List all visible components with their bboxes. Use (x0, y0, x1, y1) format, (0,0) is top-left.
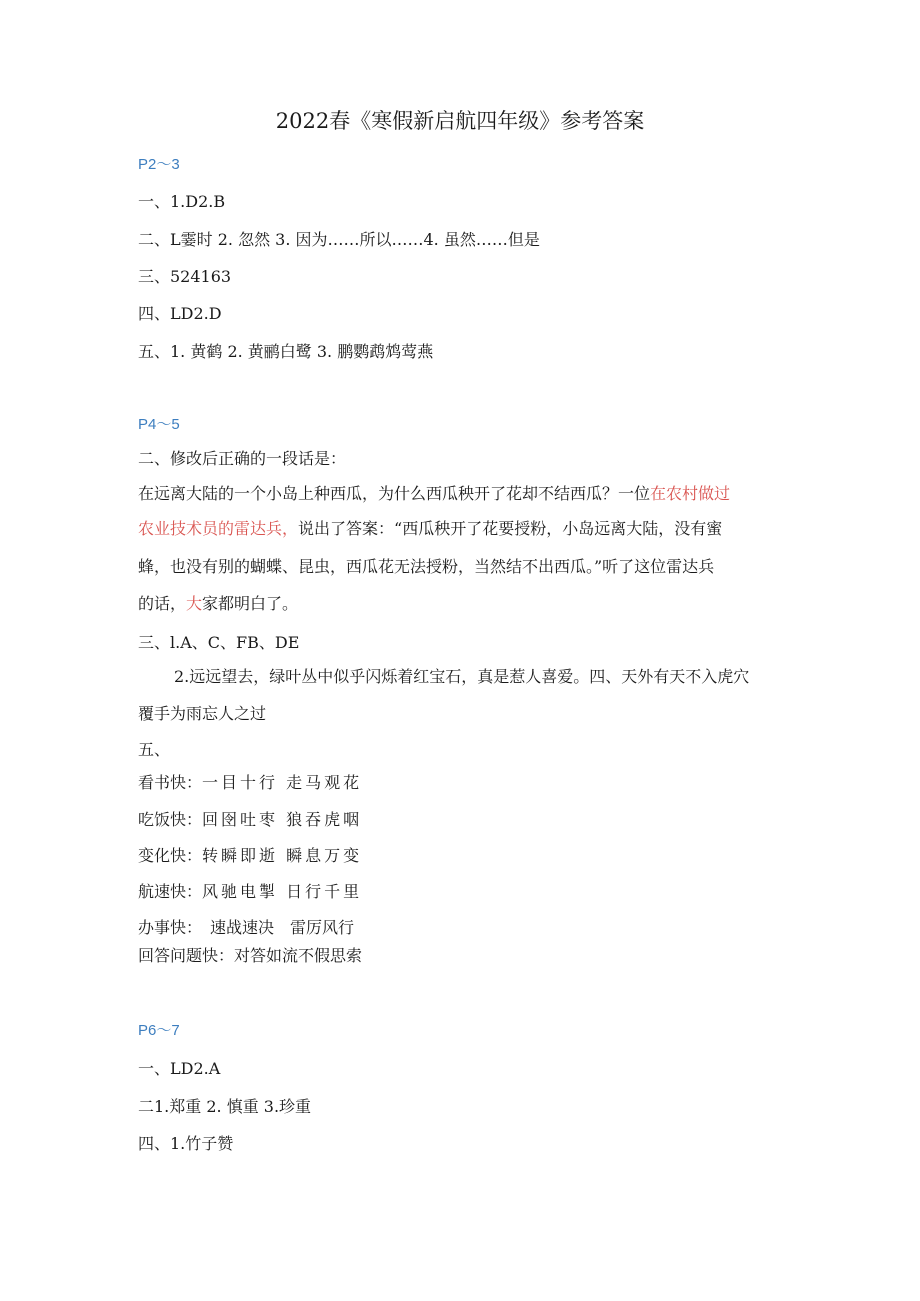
answer-line: 四、LD2.D (138, 304, 222, 323)
paragraph-line (138, 483, 730, 505)
idiom-row (138, 845, 362, 867)
paragraph-text: 的话， (138, 594, 187, 613)
answer-line: 四、1.竹子赞 (138, 1134, 234, 1153)
idiom-label: 航速快： (138, 882, 203, 901)
idiom-label: 吃饭快： (138, 810, 203, 829)
idiom-value: 一目十行 走马观花 (202, 773, 363, 792)
answer-line: 2.远远望去，绿叶丛中似乎闪烁着红宝石，真是惹人喜爱。四、天外有天不入虎穴 (174, 667, 750, 686)
answer-line: 三、l.A、C、FB、DE (138, 633, 300, 652)
answer-line: 回答问题快：对答如流不假思索 (138, 946, 363, 965)
idiom-label: 办事快： (138, 918, 203, 937)
answer-line: 覆手为雨忘人之过 (138, 704, 267, 723)
section-header-p6-7: P6～7 (138, 1022, 180, 1039)
highlight-text: 农业技术员的雷达兵， (138, 519, 299, 538)
idiom-label: 变化快： (138, 846, 203, 865)
idiom-row (138, 881, 362, 903)
paragraph-text: 在远离大陆的一个小岛上种西瓜，为什么西瓜秧开了花却不结西瓜？一位 (138, 484, 651, 503)
highlight-text: 在农村做过 (650, 484, 731, 503)
idiom-value: 回囹吐枣 狼吞虎咽 (202, 810, 363, 829)
answer-line: 二、L霎时 2. 忽然 3. 因为……所以……4. 虽然……但是 (138, 230, 540, 249)
section-header-p4-5: P4～5 (138, 416, 180, 433)
answer-line: 五、1. 黄鹤 2. 黄鹂白鹭 3. 鹏鹦鹉鸩莺燕 (138, 342, 434, 361)
answer-line: 一、LD2.A (138, 1059, 221, 1078)
paragraph-line: 蜂，也没有别的蝴蝶、昆虫，西瓜花无法授粉，当然结不出西瓜。”听了这位雷达兵 (138, 557, 715, 576)
idiom-row (138, 772, 362, 794)
answer-line: 三、524163 (138, 267, 232, 286)
idiom-value: 速战速决 雷厉风行 (210, 918, 355, 937)
answer-line: 二、修改后正确的一段话是： (138, 449, 347, 468)
paragraph-text: 说出了答案：“西瓜秧开了花要授粉，小岛远离大陆，没有蜜 (298, 519, 723, 538)
highlight-text: 大 (186, 594, 203, 613)
answer-line: 一、1.D2.B (138, 192, 226, 211)
section-header-p2-3: P2～3 (138, 156, 180, 173)
paragraph-text: 家都明白了。 (202, 594, 299, 613)
idiom-label: 看书快： (138, 773, 203, 792)
idiom-value: 转瞬即逝 瞬息万变 (202, 846, 363, 865)
answer-line: 二1.郑重 2. 慎重 3.珍重 (138, 1097, 312, 1116)
paragraph-line (138, 518, 722, 540)
paragraph-line (138, 593, 298, 615)
page-title: 2022春《寒假新启航四年级》参考答案 (275, 109, 645, 133)
answer-line: 五、 (138, 740, 171, 759)
idiom-row (138, 917, 354, 939)
idiom-value: 风驰电掣 日行千里 (202, 882, 363, 901)
idiom-row (138, 809, 362, 831)
